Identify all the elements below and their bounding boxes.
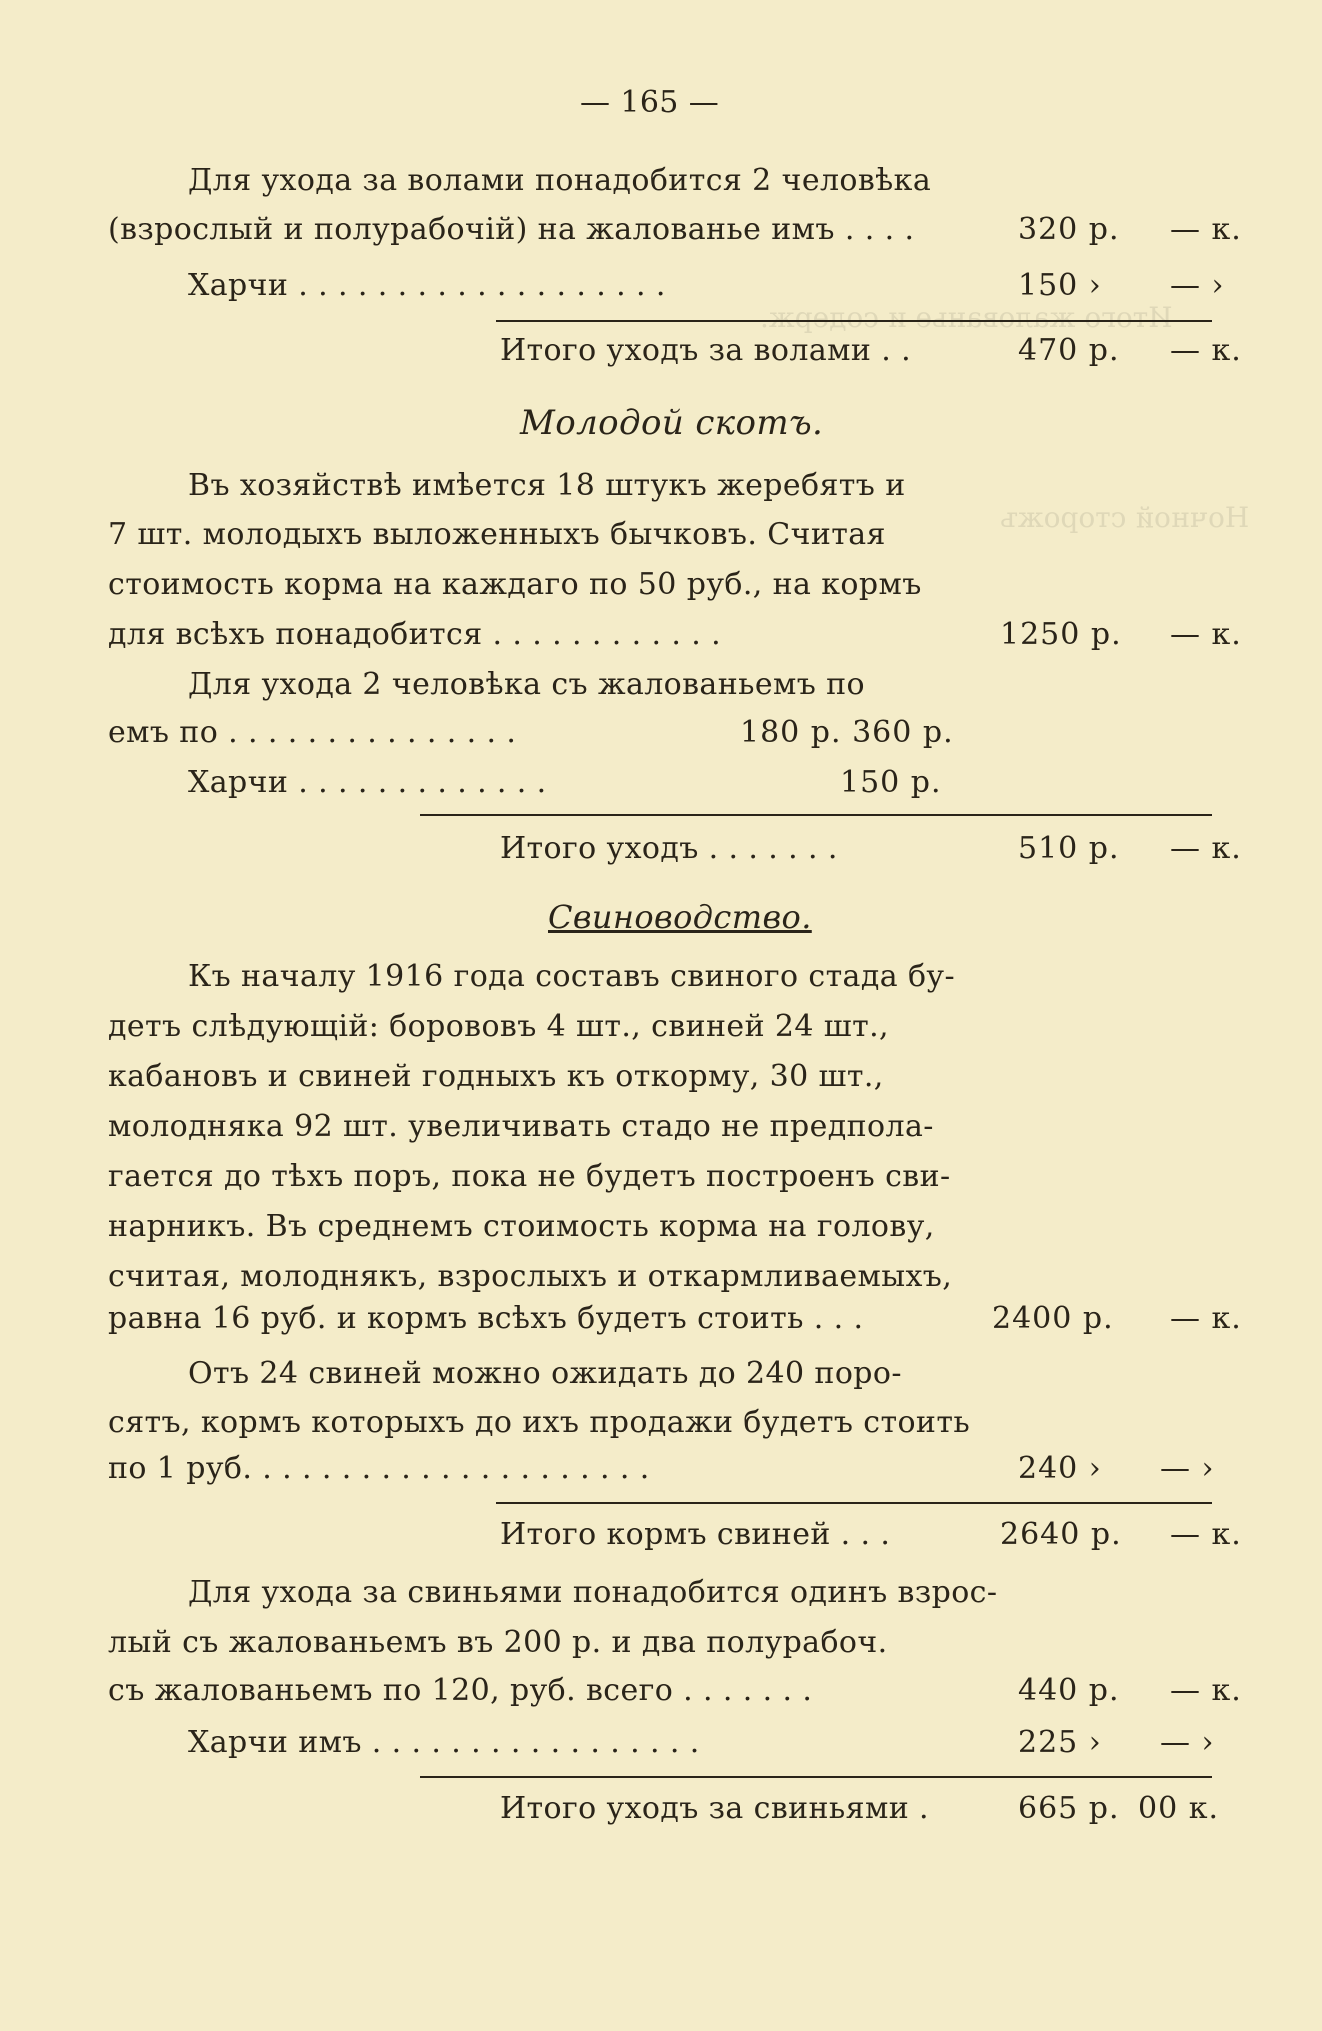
- young-total-rub: 510 р.: [1018, 831, 1120, 866]
- pigs-food-label: Харчи имъ . . . . . . . . . . . . . . . . .: [188, 1725, 700, 1760]
- oxen-food-kop: — ›: [1170, 268, 1225, 303]
- young-care-food-label: Харчи . . . . . . . . . . . . .: [188, 765, 547, 800]
- oxen-total-rub: 470 р.: [1018, 333, 1120, 368]
- pigs-total-kop: 00 к.: [1138, 1791, 1219, 1826]
- bleed-through-text: Итого жалованье и содерж.: [760, 301, 1173, 334]
- young-care-line-2: емъ по . . . . . . . . . . . . . . .: [108, 715, 517, 750]
- pigs-piglet-kop: — ›: [1160, 1451, 1215, 1486]
- pigs-line-1: Къ началу 1916 года составъ свиного стада бу-: [188, 959, 955, 994]
- pigs-care-line-3: съ жалованьемъ по 120, руб. всего . . . . . . .: [108, 1673, 813, 1708]
- pigs-feed-total-rub: 2640 р.: [1000, 1517, 1122, 1552]
- oxen-wage-kop: — к.: [1170, 212, 1242, 247]
- pigs-care-kop: — к.: [1170, 1673, 1242, 1708]
- oxen-total-rule: [496, 320, 1212, 322]
- pigs-heading: Свиноводство.: [548, 898, 812, 936]
- oxen-line-2: (взрослый и полурабочій) на жалованье имъ . . . .: [108, 212, 915, 247]
- pigs-line-10: сятъ, кормъ которыхъ до ихъ продажи будетъ стоить: [108, 1405, 971, 1440]
- pigs-food-kop: — ›: [1160, 1725, 1215, 1760]
- pigs-total-rule: [420, 1776, 1212, 1778]
- pigs-line-7: считая, молоднякъ, взрослыхъ и откармливаемыхъ,: [108, 1259, 953, 1294]
- pigs-line-8: равна 16 руб. и кормъ всѣхъ будетъ стоить . . .: [108, 1301, 864, 1336]
- young-care-wage: 180 р. 360 р.: [740, 715, 954, 750]
- pigs-feed-total-kop: — к.: [1170, 1517, 1242, 1552]
- young-para-line-3: стоимость корма на каждаго по 50 руб., на кормъ: [108, 567, 922, 602]
- young-feed-kop: — к.: [1170, 617, 1242, 652]
- pigs-food-rub: 225 ›: [1018, 1725, 1102, 1760]
- young-total-kop: — к.: [1170, 831, 1242, 866]
- pigs-feed-kop: — к.: [1170, 1301, 1242, 1336]
- pigs-care-line-2: лый съ жалованьемъ въ 200 р. и два полурабоч.: [108, 1625, 888, 1660]
- pigs-line-4: молодняка 92 шт. увеличивать стадо не предпола-: [108, 1109, 934, 1144]
- young-stock-heading: Молодой скотъ.: [520, 403, 824, 443]
- pigs-line-5: гается до тѣхъ поръ, пока не будетъ построенъ сви-: [108, 1159, 951, 1194]
- young-para-line-4: для всѣхъ понадобится . . . . . . . . . . . .: [108, 617, 722, 652]
- pigs-piglet-rub: 240 ›: [1018, 1451, 1102, 1486]
- young-total-label: Итого уходъ . . . . . . .: [500, 831, 838, 866]
- pigs-line-3: кабановъ и свиней годныхъ къ откорму, 30 шт.,: [108, 1059, 884, 1094]
- young-care-line-1: Для ухода 2 человѣка съ жалованьемъ по: [188, 667, 866, 702]
- pigs-care-line-1: Для ухода за свиньями понадобится одинъ взрос-: [188, 1575, 998, 1610]
- pigs-line-6: нарникъ. Въ среднемъ стоимость корма на голову,: [108, 1209, 935, 1244]
- pigs-line-9: Отъ 24 свиней можно ожидать до 240 поро-: [188, 1356, 902, 1391]
- pigs-care-rub: 440 р.: [1018, 1673, 1120, 1708]
- bleed-through-text: Ночной сторожъ: [1000, 501, 1250, 534]
- young-para-line-2: 7 шт. молодыхъ выложенныхъ бычковъ. Считая: [108, 517, 886, 552]
- pigs-total-rub: 665 р.: [1018, 1791, 1120, 1826]
- oxen-food-label: Харчи . . . . . . . . . . . . . . . . . . .: [188, 268, 666, 303]
- oxen-food-rub: 150 ›: [1018, 268, 1102, 303]
- pigs-total-label: Итого уходъ за свиньями .: [500, 1791, 929, 1826]
- young-care-food: 150 р.: [840, 765, 942, 800]
- young-total-rule: [420, 814, 1212, 816]
- young-feed-rub: 1250 р.: [1000, 617, 1122, 652]
- pigs-line-2: детъ слѣдующій: борововъ 4 шт., свиней 24 шт.,: [108, 1009, 889, 1044]
- pigs-feed-total-label: Итого кормъ свиней . . .: [500, 1517, 891, 1552]
- pigs-feed-rub: 2400 р.: [992, 1301, 1114, 1336]
- pigs-line-11: по 1 руб. . . . . . . . . . . . . . . . . . . . .: [108, 1451, 650, 1486]
- young-para-line-1: Въ хозяйствѣ имѣется 18 штукъ жеребятъ и: [188, 468, 906, 503]
- pigs-feed-total-rule: [496, 1502, 1212, 1504]
- oxen-total-label: Итого уходъ за волами . .: [500, 333, 912, 368]
- oxen-total-kop: — к.: [1170, 333, 1242, 368]
- page-number: — 165 —: [580, 85, 720, 120]
- oxen-wage-rub: 320 р.: [1018, 212, 1120, 247]
- oxen-line-1: Для ухода за волами понадобится 2 человѣка: [188, 163, 932, 198]
